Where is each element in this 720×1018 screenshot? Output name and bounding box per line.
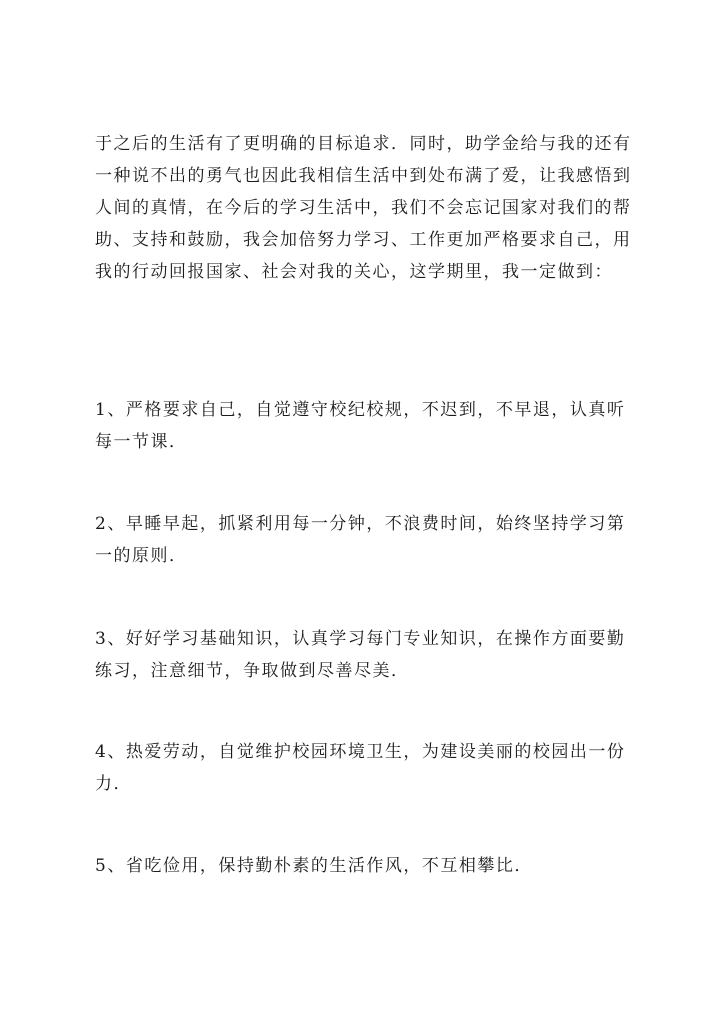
- intro-paragraph: 于之后的生活有了更明确的目标追求．同时，助学金给与我的还有一种说不出的勇气也因此我相信生活中到处布满了爱，让我感悟到人间的真情，在今后的学习生活中，我们不会忘记国家对我们的帮助、支持和鼓励，我会加倍努力学习、工作更加严格要求自己，用我的行动回报国家、社会对我的关心，这学期里，我一定做到：: [95, 134, 632, 282]
- list-item: 5、省吃俭用，保持勤朴素的生活作风，不互相攀比．: [95, 856, 533, 876]
- list-item: 4、热爱劳动，自觉维护校园环境卫生，为建设美丽的校园出一份力．: [95, 742, 626, 794]
- list-item: 2、早睡早起，抓紧利用每一分钟，不浪费时间，始终坚持学习第一的原则．: [95, 514, 626, 566]
- list-item: 1、严格要求自己，自觉遵守校纪校规，不迟到，不早退，认真听每一节课．: [95, 400, 626, 452]
- list-item: 3、好好学习基础知识，认真学习每门专业知识，在操作方面要勤练习，注意细节，争取做到尽善尽美．: [95, 629, 626, 681]
